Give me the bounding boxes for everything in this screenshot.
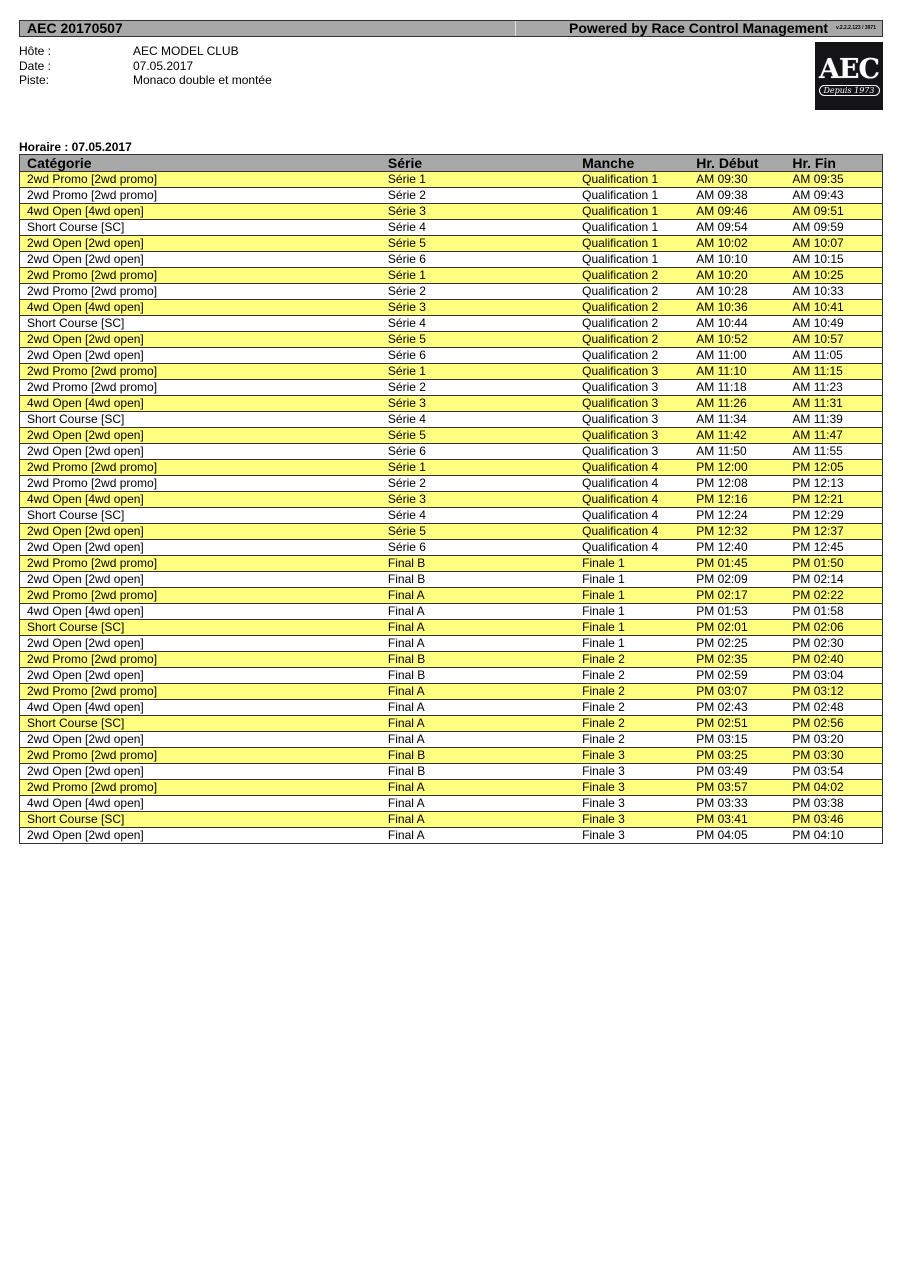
series-cell: Série 6	[381, 252, 575, 268]
series-cell: Final A	[381, 716, 575, 732]
heat-cell: Qualification 4	[575, 476, 689, 492]
start-time-cell: AM 09:46	[689, 204, 785, 220]
start-time-cell: PM 02:25	[689, 636, 785, 652]
series-cell: Final A	[381, 604, 575, 620]
series-cell: Série 4	[381, 508, 575, 524]
end-time-cell: PM 02:48	[785, 700, 882, 716]
end-time-cell: AM 09:51	[785, 204, 882, 220]
table-row	[20, 348, 883, 364]
category-cell: 2wd Promo [2wd promo]	[20, 380, 381, 396]
series-cell: Final B	[381, 556, 575, 572]
end-time-cell: PM 12:29	[785, 508, 882, 524]
category-cell: 2wd Promo [2wd promo]	[20, 684, 381, 700]
start-time-cell: PM 03:25	[689, 748, 785, 764]
series-cell: Final A	[381, 780, 575, 796]
category-cell: 2wd Promo [2wd promo]	[20, 780, 381, 796]
end-time-cell: AM 11:31	[785, 396, 882, 412]
series-cell: Série 5	[381, 236, 575, 252]
series-cell: Final A	[381, 684, 575, 700]
heat-cell: Qualification 4	[575, 460, 689, 476]
end-time-cell: AM 10:57	[785, 332, 882, 348]
table-row	[20, 636, 883, 652]
table-row	[20, 668, 883, 684]
start-time-cell: PM 03:07	[689, 684, 785, 700]
heat-cell: Finale 3	[575, 796, 689, 812]
table-row	[20, 620, 883, 636]
category-cell: 4wd Open [4wd open]	[20, 396, 381, 412]
end-time-cell: PM 03:12	[785, 684, 882, 700]
host-value: AEC MODEL CLUB	[133, 44, 239, 58]
table-row	[20, 812, 883, 828]
start-time-cell: PM 12:24	[689, 508, 785, 524]
category-cell: 4wd Open [4wd open]	[20, 604, 381, 620]
table-row	[20, 284, 883, 300]
heat-cell: Finale 3	[575, 812, 689, 828]
heat-cell: Qualification 2	[575, 300, 689, 316]
aec-logo	[815, 42, 883, 110]
heat-cell: Finale 1	[575, 604, 689, 620]
table-row	[20, 188, 883, 204]
version-text: v.2.2.2.123 / 3971	[836, 25, 876, 31]
end-time-cell: AM 10:49	[785, 316, 882, 332]
category-cell: 2wd Open [2wd open]	[20, 572, 381, 588]
start-time-cell: AM 10:20	[689, 268, 785, 284]
series-cell: Final A	[381, 828, 575, 844]
heat-cell: Qualification 3	[575, 396, 689, 412]
table-row	[20, 316, 883, 332]
table-row	[20, 236, 883, 252]
heat-cell: Qualification 4	[575, 524, 689, 540]
heat-cell: Qualification 3	[575, 428, 689, 444]
series-cell: Série 2	[381, 284, 575, 300]
start-time-cell: PM 02:43	[689, 700, 785, 716]
category-cell: 2wd Promo [2wd promo]	[20, 748, 381, 764]
heat-cell: Qualification 4	[575, 492, 689, 508]
table-row	[20, 572, 883, 588]
series-cell: Série 4	[381, 220, 575, 236]
end-time-cell: PM 04:02	[785, 780, 882, 796]
table-row	[20, 204, 883, 220]
table-row	[20, 588, 883, 604]
start-time-cell: AM 11:34	[689, 412, 785, 428]
heat-cell: Qualification 1	[575, 172, 689, 188]
host-row	[19, 44, 272, 59]
category-cell: 2wd Open [2wd open]	[20, 252, 381, 268]
table-row	[20, 524, 883, 540]
end-time-cell: PM 02:06	[785, 620, 882, 636]
start-time-cell: PM 02:09	[689, 572, 785, 588]
series-cell: Série 4	[381, 412, 575, 428]
heat-cell: Qualification 3	[575, 412, 689, 428]
category-cell: 2wd Open [2wd open]	[20, 636, 381, 652]
end-time-cell: PM 03:30	[785, 748, 882, 764]
heat-cell: Qualification 2	[575, 268, 689, 284]
heat-cell: Qualification 2	[575, 348, 689, 364]
end-time-cell: AM 10:41	[785, 300, 882, 316]
end-time-cell: AM 09:59	[785, 220, 882, 236]
category-cell: Short Course [SC]	[20, 508, 381, 524]
heat-cell: Qualification 3	[575, 380, 689, 396]
end-time-cell: PM 12:05	[785, 460, 882, 476]
table-row	[20, 220, 883, 236]
column-header-category: Catégorie	[20, 155, 381, 172]
end-time-cell: PM 01:50	[785, 556, 882, 572]
schedule-body	[20, 172, 883, 844]
series-cell: Final A	[381, 636, 575, 652]
start-time-cell: PM 03:33	[689, 796, 785, 812]
start-time-cell: AM 09:38	[689, 188, 785, 204]
start-time-cell: PM 02:01	[689, 620, 785, 636]
category-cell: 2wd Open [2wd open]	[20, 764, 381, 780]
table-row	[20, 684, 883, 700]
series-cell: Série 2	[381, 476, 575, 492]
heat-cell: Qualification 2	[575, 284, 689, 300]
end-time-cell: AM 11:39	[785, 412, 882, 428]
table-row	[20, 732, 883, 748]
table-row	[20, 364, 883, 380]
series-cell: Final A	[381, 700, 575, 716]
heat-cell: Qualification 3	[575, 444, 689, 460]
column-header-heat: Manche	[575, 155, 689, 172]
series-cell: Série 1	[381, 364, 575, 380]
heat-cell: Finale 2	[575, 716, 689, 732]
series-cell: Série 3	[381, 300, 575, 316]
series-cell: Série 2	[381, 380, 575, 396]
date-label: Date :	[19, 58, 52, 73]
table-row	[20, 396, 883, 412]
end-time-cell: PM 03:20	[785, 732, 882, 748]
end-time-cell: PM 02:40	[785, 652, 882, 668]
heat-cell: Qualification 1	[575, 188, 689, 204]
heat-cell: Finale 1	[575, 572, 689, 588]
heat-cell: Qualification 1	[575, 204, 689, 220]
heat-cell: Finale 1	[575, 556, 689, 572]
heat-cell: Finale 3	[575, 780, 689, 796]
category-cell: 2wd Promo [2wd promo]	[20, 284, 381, 300]
table-row	[20, 492, 883, 508]
start-time-cell: AM 10:52	[689, 332, 785, 348]
series-cell: Final B	[381, 748, 575, 764]
end-time-cell: PM 03:04	[785, 668, 882, 684]
heat-cell: Finale 2	[575, 732, 689, 748]
table-row	[20, 748, 883, 764]
end-time-cell: PM 12:45	[785, 540, 882, 556]
heat-cell: Finale 2	[575, 684, 689, 700]
end-time-cell: PM 02:56	[785, 716, 882, 732]
series-cell: Final B	[381, 668, 575, 684]
heat-cell: Finale 3	[575, 828, 689, 844]
table-row	[20, 716, 883, 732]
category-cell: 2wd Promo [2wd promo]	[20, 652, 381, 668]
start-time-cell: PM 12:00	[689, 460, 785, 476]
start-time-cell: PM 12:08	[689, 476, 785, 492]
table-row	[20, 828, 883, 844]
heat-cell: Finale 2	[575, 668, 689, 684]
start-time-cell: AM 11:42	[689, 428, 785, 444]
start-time-cell: AM 09:30	[689, 172, 785, 188]
start-time-cell: PM 03:49	[689, 764, 785, 780]
series-cell: Final A	[381, 620, 575, 636]
series-cell: Final A	[381, 812, 575, 828]
table-row	[20, 412, 883, 428]
start-time-cell: PM 03:15	[689, 732, 785, 748]
end-time-cell: PM 03:46	[785, 812, 882, 828]
category-cell: 2wd Open [2wd open]	[20, 540, 381, 556]
heat-cell: Finale 2	[575, 652, 689, 668]
powered-by-text: Powered by Race Control Management	[568, 20, 829, 36]
start-time-cell: AM 11:26	[689, 396, 785, 412]
end-time-cell: AM 09:43	[785, 188, 882, 204]
series-cell: Final A	[381, 588, 575, 604]
powered-by-block	[516, 21, 882, 36]
category-cell: 2wd Open [2wd open]	[20, 668, 381, 684]
heat-cell: Qualification 2	[575, 332, 689, 348]
end-time-cell: PM 02:30	[785, 636, 882, 652]
table-row	[20, 508, 883, 524]
category-cell: 4wd Open [4wd open]	[20, 300, 381, 316]
column-header-end-time: Hr. Fin	[785, 155, 882, 172]
category-cell: 2wd Promo [2wd promo]	[20, 268, 381, 284]
schedule-title: Horaire : 07.05.2017	[19, 140, 132, 154]
end-time-cell: PM 02:22	[785, 588, 882, 604]
category-cell: 2wd Promo [2wd promo]	[20, 556, 381, 572]
heat-cell: Finale 1	[575, 636, 689, 652]
end-time-cell: PM 04:10	[785, 828, 882, 844]
table-row	[20, 300, 883, 316]
category-cell: 2wd Open [2wd open]	[20, 348, 381, 364]
table-row	[20, 540, 883, 556]
category-cell: 2wd Open [2wd open]	[20, 524, 381, 540]
column-header-series: Série	[381, 155, 575, 172]
start-time-cell: AM 10:44	[689, 316, 785, 332]
table-row	[20, 796, 883, 812]
end-time-cell: PM 03:54	[785, 764, 882, 780]
table-row	[20, 780, 883, 796]
date-value: 07.05.2017	[133, 58, 194, 73]
table-row	[20, 556, 883, 572]
start-time-cell: PM 03:57	[689, 780, 785, 796]
heat-cell: Qualification 2	[575, 316, 689, 332]
series-cell: Final A	[381, 796, 575, 812]
series-cell: Série 5	[381, 428, 575, 444]
start-time-cell: PM 03:41	[689, 812, 785, 828]
end-time-cell: PM 02:14	[785, 572, 882, 588]
series-cell: Final B	[381, 572, 575, 588]
category-cell: 4wd Open [4wd open]	[20, 204, 381, 220]
start-time-cell: AM 10:36	[689, 300, 785, 316]
start-time-cell: PM 02:17	[689, 588, 785, 604]
track-row	[19, 73, 272, 88]
end-time-cell: AM 10:33	[785, 284, 882, 300]
end-time-cell: AM 10:15	[785, 252, 882, 268]
report-title: AEC 20170507	[20, 21, 516, 36]
start-time-cell: PM 02:35	[689, 652, 785, 668]
schedule-table	[19, 154, 883, 844]
table-row	[20, 444, 883, 460]
end-time-cell: AM 11:55	[785, 444, 882, 460]
series-cell: Série 2	[381, 188, 575, 204]
category-cell: 2wd Open [2wd open]	[20, 444, 381, 460]
series-cell: Série 1	[381, 268, 575, 284]
end-time-cell: AM 11:47	[785, 428, 882, 444]
category-cell: 2wd Open [2wd open]	[20, 828, 381, 844]
heat-cell: Finale 3	[575, 748, 689, 764]
category-cell: Short Course [SC]	[20, 812, 381, 828]
end-time-cell: PM 12:13	[785, 476, 882, 492]
category-cell: 4wd Open [4wd open]	[20, 492, 381, 508]
start-time-cell: AM 10:28	[689, 284, 785, 300]
table-row	[20, 764, 883, 780]
category-cell: 2wd Open [2wd open]	[20, 332, 381, 348]
series-cell: Série 3	[381, 204, 575, 220]
end-time-cell: PM 01:58	[785, 604, 882, 620]
report-header-bar	[19, 20, 883, 37]
heat-cell: Qualification 1	[575, 220, 689, 236]
category-cell: 2wd Open [2wd open]	[20, 732, 381, 748]
series-cell: Série 1	[381, 172, 575, 188]
end-time-cell: PM 12:37	[785, 524, 882, 540]
table-row	[20, 172, 883, 188]
category-cell: Short Course [SC]	[20, 412, 381, 428]
heat-cell: Qualification 1	[575, 236, 689, 252]
start-time-cell: PM 01:53	[689, 604, 785, 620]
category-cell: 2wd Open [2wd open]	[20, 236, 381, 252]
start-time-cell: AM 11:10	[689, 364, 785, 380]
column-header-start-time: Hr. Début	[689, 155, 785, 172]
end-time-cell: AM 10:07	[785, 236, 882, 252]
series-cell: Série 5	[381, 332, 575, 348]
category-cell: Short Course [SC]	[20, 620, 381, 636]
table-row	[20, 332, 883, 348]
series-cell: Série 3	[381, 396, 575, 412]
logo-text: AEC	[818, 54, 880, 85]
series-cell: Série 6	[381, 444, 575, 460]
start-time-cell: AM 11:00	[689, 348, 785, 364]
track-label: Piste:	[19, 73, 50, 87]
start-time-cell: AM 10:02	[689, 236, 785, 252]
category-cell: 4wd Open [4wd open]	[20, 700, 381, 716]
category-cell: 2wd Promo [2wd promo]	[20, 172, 381, 188]
start-time-cell: AM 09:54	[689, 220, 785, 236]
heat-cell: Qualification 1	[575, 252, 689, 268]
end-time-cell: AM 11:23	[785, 380, 882, 396]
start-time-cell: PM 04:05	[689, 828, 785, 844]
start-time-cell: PM 02:51	[689, 716, 785, 732]
series-cell: Série 3	[381, 492, 575, 508]
category-cell: 4wd Open [4wd open]	[20, 796, 381, 812]
category-cell: 2wd Promo [2wd promo]	[20, 188, 381, 204]
series-cell: Final A	[381, 732, 575, 748]
logo-script: Depuis 1973	[819, 85, 880, 96]
category-cell: 2wd Promo [2wd promo]	[20, 588, 381, 604]
heat-cell: Qualification 4	[575, 540, 689, 556]
track-value: Monaco double et montée	[133, 73, 272, 87]
heat-cell: Finale 1	[575, 588, 689, 604]
series-cell: Série 5	[381, 524, 575, 540]
category-cell: 2wd Promo [2wd promo]	[20, 460, 381, 476]
table-row	[20, 476, 883, 492]
series-cell: Final B	[381, 764, 575, 780]
table-row	[20, 460, 883, 476]
series-cell: Série 6	[381, 540, 575, 556]
table-row	[20, 652, 883, 668]
start-time-cell: PM 02:59	[689, 668, 785, 684]
start-time-cell: PM 12:32	[689, 524, 785, 540]
start-time-cell: PM 01:45	[689, 556, 785, 572]
end-time-cell: PM 03:38	[785, 796, 882, 812]
category-cell: Short Course [SC]	[20, 220, 381, 236]
start-time-cell: PM 12:40	[689, 540, 785, 556]
table-row	[20, 604, 883, 620]
end-time-cell: AM 10:25	[785, 268, 882, 284]
end-time-cell: AM 11:15	[785, 364, 882, 380]
start-time-cell: AM 11:18	[689, 380, 785, 396]
heat-cell: Finale 3	[575, 764, 689, 780]
heat-cell: Finale 2	[575, 700, 689, 716]
host-label: Hôte :	[19, 44, 52, 58]
heat-cell: Qualification 3	[575, 364, 689, 380]
date-row	[19, 59, 272, 74]
start-time-cell: AM 10:10	[689, 252, 785, 268]
end-time-cell: PM 12:21	[785, 492, 882, 508]
category-cell: 2wd Promo [2wd promo]	[20, 364, 381, 380]
category-cell: Short Course [SC]	[20, 716, 381, 732]
category-cell: Short Course [SC]	[20, 316, 381, 332]
start-time-cell: AM 11:50	[689, 444, 785, 460]
heat-cell: Finale 1	[575, 620, 689, 636]
heat-cell: Qualification 4	[575, 508, 689, 524]
table-header-row	[20, 155, 883, 172]
series-cell: Série 6	[381, 348, 575, 364]
table-row	[20, 380, 883, 396]
table-row	[20, 700, 883, 716]
table-row	[20, 268, 883, 284]
table-row	[20, 252, 883, 268]
category-cell: 2wd Promo [2wd promo]	[20, 476, 381, 492]
end-time-cell: AM 09:35	[785, 172, 882, 188]
series-cell: Final B	[381, 652, 575, 668]
end-time-cell: AM 11:05	[785, 348, 882, 364]
event-info	[19, 44, 272, 88]
series-cell: Série 4	[381, 316, 575, 332]
table-row	[20, 428, 883, 444]
category-cell: 2wd Open [2wd open]	[20, 428, 381, 444]
series-cell: Série 1	[381, 460, 575, 476]
start-time-cell: PM 12:16	[689, 492, 785, 508]
